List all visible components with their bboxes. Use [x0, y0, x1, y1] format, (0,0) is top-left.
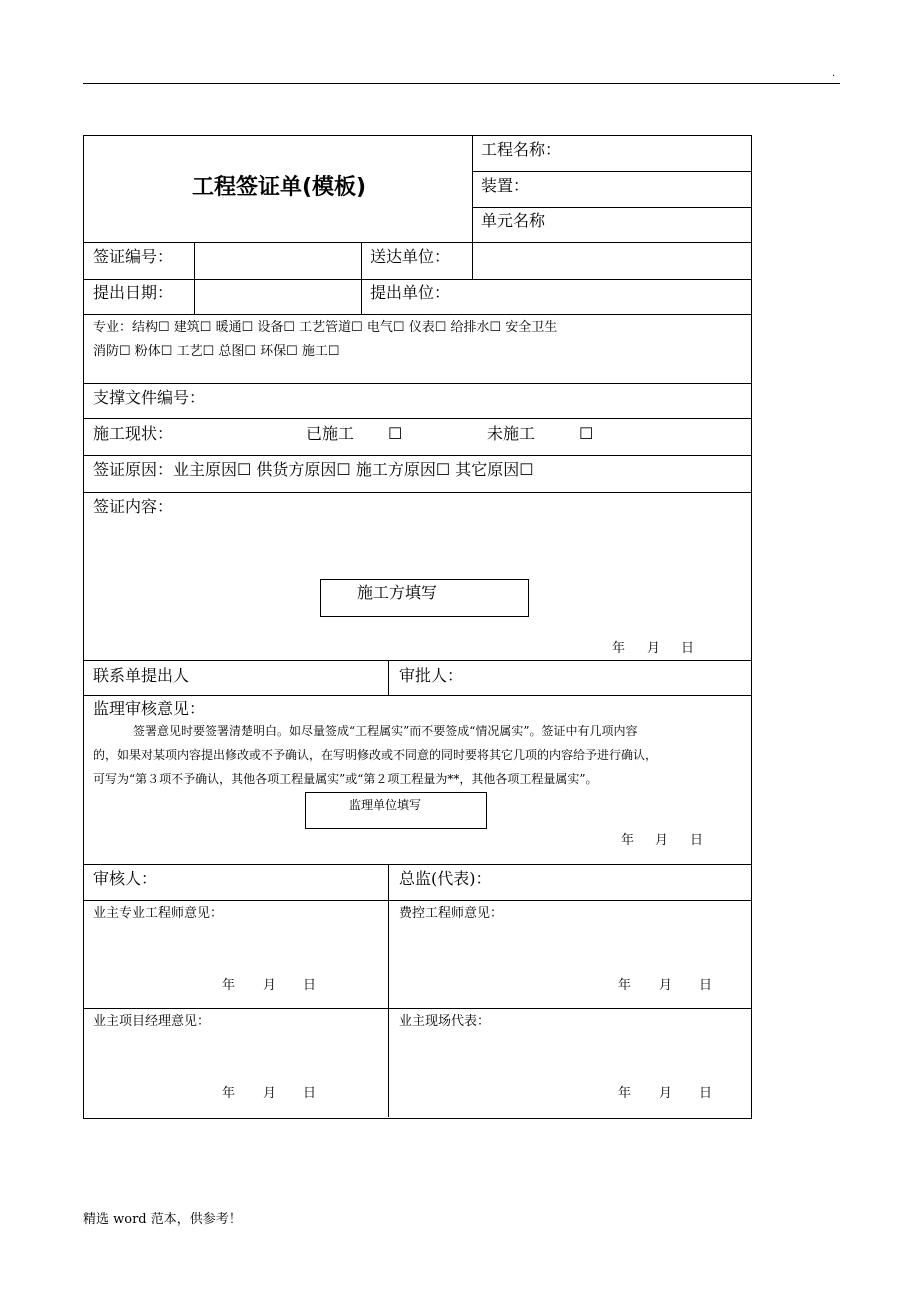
cost-engineer-year: 年 [618, 978, 632, 993]
row-divider [83, 900, 752, 901]
owner-pm-year: 年 [222, 1086, 236, 1101]
owner-engineer-day: 日 [303, 978, 317, 993]
col-divider [194, 242, 195, 314]
supervision-day: 日 [690, 833, 704, 848]
supervision-note-2: 的，如果对某项内容提出修改或不予确认，在写明修改或不同意的同时要将其它几项的内容给予进行确认， [93, 748, 658, 762]
row-divider [472, 207, 751, 208]
header-rule [83, 83, 840, 84]
visa-reason-line: 签证原因：业主原因☐ 供货方原因☐ 施工方原因☐ 其它原因☐ [93, 460, 534, 479]
supervision-month: 月 [655, 833, 669, 848]
col-divider [388, 864, 389, 1117]
contractor-fill-label: 施工方填写 [357, 583, 438, 602]
row-divider [83, 455, 752, 456]
project-name-label: 工程名称： [481, 140, 562, 159]
owner-engineer-month: 月 [263, 978, 277, 993]
owner-site-rep-month: 月 [659, 1086, 673, 1101]
approver-label: 审批人： [399, 666, 464, 685]
row-divider [83, 695, 752, 696]
header-dot: . [832, 68, 836, 79]
owner-site-rep-day: 日 [699, 1086, 713, 1101]
status-done-checkbox[interactable]: ☐ [388, 424, 403, 443]
deliver-to-label: 送达单位： [370, 247, 451, 266]
submit-unit-label: 提出单位： [370, 283, 451, 302]
supervision-year: 年 [621, 833, 635, 848]
visa-no-label: 签证编号： [93, 247, 174, 266]
support-doc-label: 支撑文件编号： [93, 388, 206, 407]
col-divider [388, 660, 389, 695]
visa-form [83, 135, 752, 1119]
content-day: 日 [681, 641, 695, 656]
reviewer-label: 审核人： [93, 869, 158, 888]
specialty-line-1: 专业：结构☐ 建筑☐ 暖通☐ 设备☐ 工艺管道☐ 电气☐ 仪表☐ 给排水☐ 安全卫生 [93, 320, 558, 335]
status-not-done: 未施工 [487, 424, 536, 443]
cost-engineer-month: 月 [659, 978, 673, 993]
owner-pm-label: 业主项目经理意见： [93, 1014, 211, 1029]
row-divider [83, 660, 752, 661]
row-divider [83, 279, 752, 280]
supervision-fill-label: 监理单位填写 [349, 798, 422, 812]
row-divider [83, 492, 752, 493]
row-divider [472, 171, 751, 172]
submit-date-label: 提出日期： [93, 283, 174, 302]
chief-supervisor-label: 总监(代表)： [399, 869, 492, 888]
col-divider [472, 135, 473, 279]
owner-engineer-year: 年 [222, 978, 236, 993]
element-name-label: 单元名称 [481, 211, 546, 230]
owner-site-rep-label: 业主现场代表： [399, 1014, 491, 1029]
row-divider [83, 1008, 752, 1009]
status-not-done-checkbox[interactable]: ☐ [579, 424, 594, 443]
footer-note: 精选 word 范本，供参考！ [83, 1212, 242, 1227]
owner-pm-day: 日 [303, 1086, 317, 1101]
contact-submitter-label: 联系单提出人 [93, 666, 190, 685]
owner-engineer-label: 业主专业工程师意见： [93, 906, 224, 921]
supervision-note-1: 签署意见时要签署清楚明白。如尽量签成“工程属实”而不要签成“情况属实”。签证中有几项内容 [133, 724, 638, 738]
row-divider [83, 418, 752, 419]
cost-engineer-day: 日 [699, 978, 713, 993]
owner-pm-month: 月 [263, 1086, 277, 1101]
row-divider [83, 864, 752, 865]
supervision-label: 监理审核意见： [93, 699, 206, 718]
unit-label: 装置： [481, 176, 530, 195]
content-year: 年 [612, 641, 626, 656]
status-done: 已施工 [306, 424, 355, 443]
row-divider [83, 383, 752, 384]
specialty-line-2: 消防☐ 粉体☐ 工艺☐ 总图☐ 环保☐ 施工☐ [93, 344, 340, 359]
owner-site-rep-year: 年 [618, 1086, 632, 1101]
content-label: 签证内容： [93, 497, 174, 516]
row-divider [83, 242, 752, 243]
col-divider [361, 242, 362, 314]
form-title: 工程签证单(模板) [192, 175, 367, 200]
row-divider [83, 314, 752, 315]
content-month: 月 [647, 641, 661, 656]
status-label: 施工现状： [93, 424, 174, 443]
supervision-note-3: 可写为“第３项不予确认，其他各项工程量属实”或“第２项工程量为**，其他各项工程量属实”。 [93, 772, 598, 786]
cost-engineer-label: 费控工程师意见： [399, 906, 504, 921]
